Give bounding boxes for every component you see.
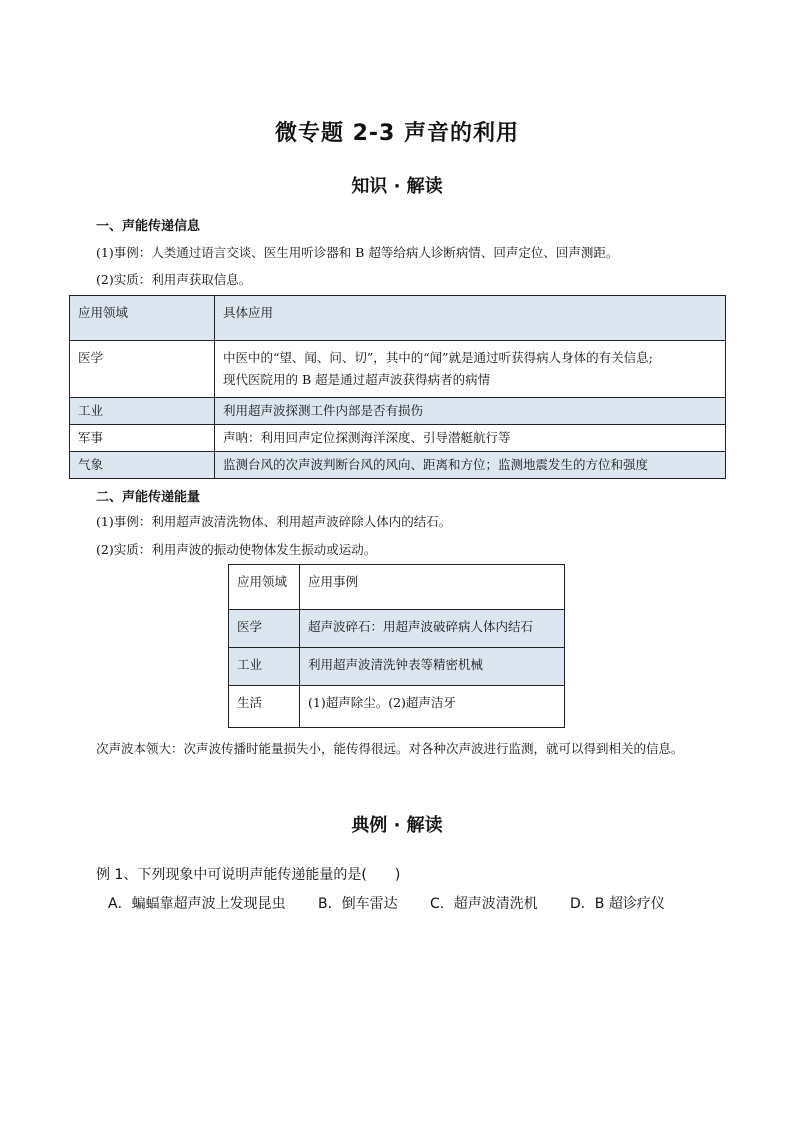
table-header-row: [229, 565, 565, 610]
table-header-cell: 应用领域: [229, 565, 300, 610]
table-cell-line: 现代医院用的 B 超是通过超声波获得病者的病情: [223, 372, 491, 387]
option-d: D．B 超诊疗仪: [570, 896, 665, 912]
section-title-examples: 典例 · 解读: [351, 815, 443, 836]
table-cell-example: 利用超声波清洗钟表等精密机械: [300, 648, 565, 686]
example-question: 例 1、下列现象中可说明声能传递能量的是( ): [96, 867, 401, 883]
paragraph-info-essence: (2)实质：利用声获取信息。: [96, 272, 252, 287]
energy-application-table: [228, 564, 565, 728]
table-cell-field: 医学: [70, 341, 215, 398]
table-row: [70, 425, 726, 452]
example-options: [108, 893, 680, 913]
table-cell-application: 利用超声波探测工件内部是否有损伤: [215, 398, 726, 425]
table-header-cell: 应用领域: [70, 296, 215, 341]
table-cell-field: 医学: [229, 610, 300, 648]
table-row: [70, 452, 726, 479]
table-row: [229, 648, 565, 686]
paragraph-energy-examples: (1)事例：利用超声波清洗物体、利用超声波碎除人体内的结石。: [96, 514, 452, 529]
heading-sound-info: 一、声能传递信息: [96, 219, 201, 234]
table-cell-field: 工业: [229, 648, 300, 686]
heading-sound-energy: 二、声能传递能量: [96, 490, 201, 505]
option-a: A．蝙蝠靠超声波上发现昆虫: [108, 896, 286, 912]
table-cell-field: 气象: [70, 452, 215, 479]
paragraph-energy-essence: (2)实质：利用声波的振动使物体发生振动或运动。: [96, 542, 377, 557]
table-row: [229, 686, 565, 728]
table-header-cell: 应用事例: [300, 565, 565, 610]
option-b: B．倒车雷达: [318, 896, 398, 912]
table-cell-field: 生活: [229, 686, 300, 728]
page-title: 微专题 2-3 声音的利用: [274, 121, 520, 146]
table-cell-application: [215, 341, 726, 398]
section-title-knowledge: 知识 · 解读: [351, 176, 443, 197]
table-header-cell: 具体应用: [215, 296, 726, 341]
table-row: [70, 341, 726, 398]
table-cell-application: 监测台风的次声波判断台风的风向、距离和方位；监测地震发生的方位和强度: [215, 452, 726, 479]
table-row: [70, 398, 726, 425]
option-c: C．超声波清洗机: [430, 896, 538, 912]
table-cell-application: 声呐：利用回声定位探测海洋深度、引导潜艇航行等: [215, 425, 726, 452]
table-cell-example: (1)超声除尘。(2)超声洁牙: [300, 686, 565, 728]
info-application-table: [69, 295, 726, 479]
paragraph-info-examples: (1)事例：人类通过语言交谈、医生用听诊器和 B 超等给病人诊断病情、回声定位、回声测距。: [96, 245, 619, 260]
table-cell-field: 工业: [70, 398, 215, 425]
table-header-row: [70, 296, 726, 341]
table-cell-example: 超声波碎石：用超声波破碎病人体内结石: [300, 610, 565, 648]
table-cell-line: 中医中的“望、闻、问、切”，其中的“闻”就是通过听获得病人身体的有关信息;: [223, 350, 653, 365]
table-cell-field: 军事: [70, 425, 215, 452]
table-row: [229, 610, 565, 648]
infrasound-note: 次声波本领大：次声波传播时能量损失小，能传得很远。对各种次声波进行监测，就可以得到相关的信息。: [96, 741, 684, 756]
